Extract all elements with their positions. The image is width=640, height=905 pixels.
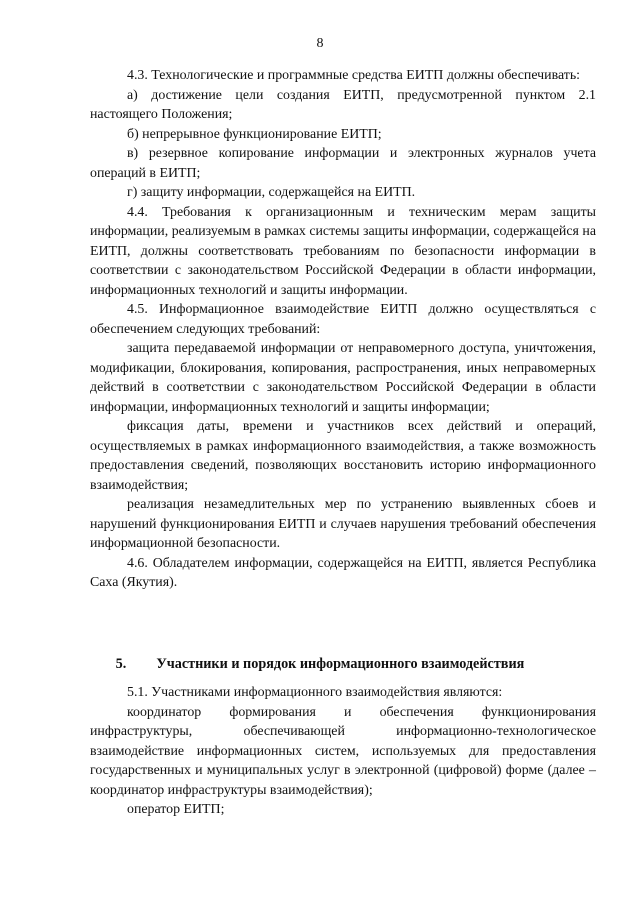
list-item-b: б) непрерывное функционирование ЕИТП; <box>127 126 382 142</box>
participant-operator: оператор ЕИТП; <box>127 802 225 817</box>
list-item-g: г) защиту информации, содержащейся на ЕИТП. <box>127 185 416 200</box>
section-number: 5. <box>115 656 127 672</box>
paragraph-5-1: 5.1. Участниками информационного взаимодействия являются: <box>127 685 503 700</box>
paragraph-4-4: 4.4. Требования к организационным и техническим мерам защиты информации, реализуемым в рамках системы защиты информации, содержащейся на ЕИТП, должны соответствовать требованиям по безопасности информации в соответствии с законодательством Российской Федерации в области информации, информационных технологий и защиты информации. <box>90 204 596 298</box>
requirement-incident-response: реализация незамедлительных мер по устранению выявленных сбоев и нарушений функционирования ЕИТП и случаев нарушения требований обеспечения информационной безопасности. <box>90 497 596 551</box>
requirement-protection: защита передаваемой информации от неправомерного доступа, уничтожения, модификации, блокирования, копирования, распространения, иных неправомерных действий в соответствии с законодательством Российской Федерации в области информации, информационных технологий и защиты информации; <box>90 341 596 415</box>
list-item-v: в) резервное копирование информации и электронных журналов учета операций в ЕИТП; <box>90 146 596 181</box>
requirement-logging: фиксация даты, времени и участников всех действий и операций, осуществляемых в рамках информационного взаимодействия, а также возможность предоставления сведений, позволяющих восстановить историю информационного взаимодействия; <box>90 419 596 493</box>
paragraph-4-6: 4.6. Обладателем информации, содержащейся на ЕИТП, является Республика Саха (Якутия). <box>90 555 596 590</box>
paragraph-4-3: 4.3. Технологические и программные средства ЕИТП должны обеспечивать: <box>127 68 581 83</box>
page-number: 8 <box>316 36 324 51</box>
section-title: Участники и порядок информационного взаимодействия <box>156 656 525 672</box>
document-body <box>90 66 596 593</box>
section-heading <box>0 654 640 674</box>
participant-coordinator: координатор формирования и обеспечения функционирования инфраструктуры, обеспечивающей информационно-технологическое взаимодействие информационных систем, используемых для предоставления государственных и муниципальных услуг в электронной (цифровой) форме (далее – координатор инфраструктуры взаимодействия); <box>90 704 596 798</box>
list-item-a: а) достижение цели создания ЕИТП, предусмотренной пунктом 2.1 настоящего Положения; <box>90 87 596 122</box>
paragraph-4-5: 4.5. Информационное взаимодействие ЕИТП должно осуществляться с обеспечением следующих требований: <box>90 302 596 337</box>
document-body-section-5 <box>90 683 596 820</box>
